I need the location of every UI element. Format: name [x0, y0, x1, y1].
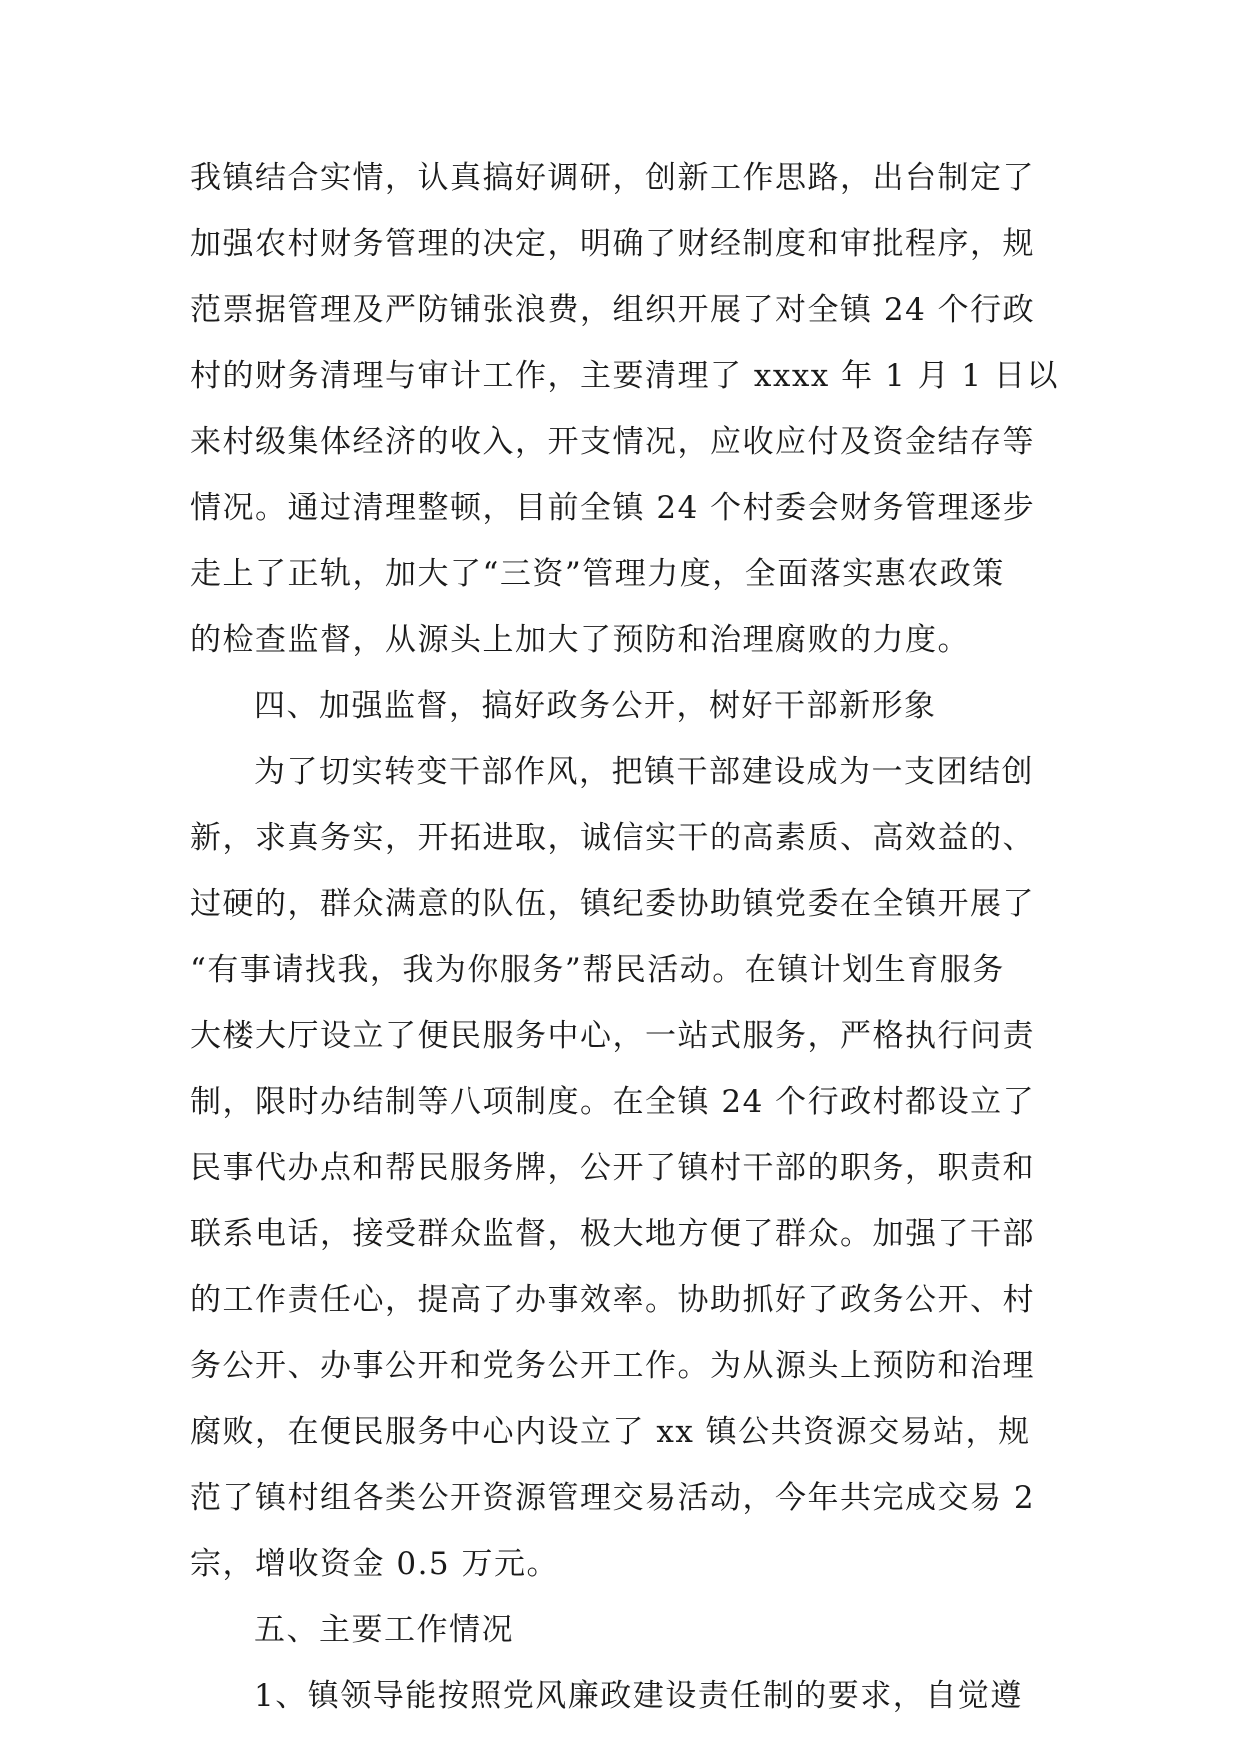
text-line: 五、主要工作情况	[254, 1612, 514, 1648]
text-line: 大楼大厅设立了便民服务中心，一站式服务，严格执行问责	[190, 1018, 1035, 1054]
text-line: 务公开、办事公开和党务公开工作。为从源头上预防和治理	[190, 1348, 1035, 1384]
text-line: 情况。通过清理整顿，目前全镇 24 个村委会财务管理逐步	[190, 490, 1036, 526]
text-line: 制，限时办结制等八项制度。在全镇 24 个行政村都设立了	[190, 1084, 1036, 1120]
text-line: 四、加强监督，搞好政务公开，树好干部新形象	[254, 688, 937, 724]
text-line: 宗，增收资金 0.5 万元。	[190, 1546, 560, 1582]
text-line: 走上了正轨，加大了“三资”管理力度，全面落实惠农政策	[190, 556, 1005, 592]
text-line: 腐败，在便民服务中心内设立了 xx 镇公共资源交易站，规	[190, 1414, 1031, 1450]
text-line: 过硬的，群众满意的队伍，镇纪委协助镇党委在全镇开展了	[190, 886, 1035, 922]
text-line: 的工作责任心，提高了办事效率。协助抓好了政务公开、村	[190, 1282, 1035, 1318]
text-line: 来村级集体经济的收入，开支情况，应收应付及资金结存等	[190, 424, 1035, 460]
text-line: “有事请找我，我为你服务”帮民活动。在镇计划生育服务	[190, 952, 1005, 988]
text-line: 范了镇村组各类公开资源管理交易活动，今年共完成交易 2	[190, 1480, 1036, 1516]
text-line: 1、镇领导能按照党风廉政建设责任制的要求，自觉遵	[254, 1678, 1023, 1714]
text-line: 新，求真务实，开拓进取，诚信实干的高素质、高效益的、	[190, 820, 1035, 856]
text-line: 联系电话，接受群众监督，极大地方便了群众。加强了干部	[190, 1216, 1035, 1252]
text-line: 的检查监督，从源头上加大了预防和治理腐败的力度。	[190, 622, 970, 658]
text-line: 为了切实转变干部作风，把镇干部建设成为一支团结创	[254, 754, 1034, 790]
text-line: 范票据管理及严防铺张浪费，组织开展了对全镇 24 个行政	[190, 292, 1036, 328]
document-body	[190, 145, 1070, 1729]
text-line: 村的财务清理与审计工作，主要清理了 xxxx 年 1 月 1 日以	[190, 358, 1059, 394]
text-line: 加强农村财务管理的决定，明确了财经制度和审批程序，规	[190, 226, 1035, 262]
text-line: 民事代办点和帮民服务牌，公开了镇村干部的职务，职责和	[190, 1150, 1035, 1186]
text-line: 我镇结合实情，认真搞好调研，创新工作思路，出台制定了	[190, 160, 1035, 196]
